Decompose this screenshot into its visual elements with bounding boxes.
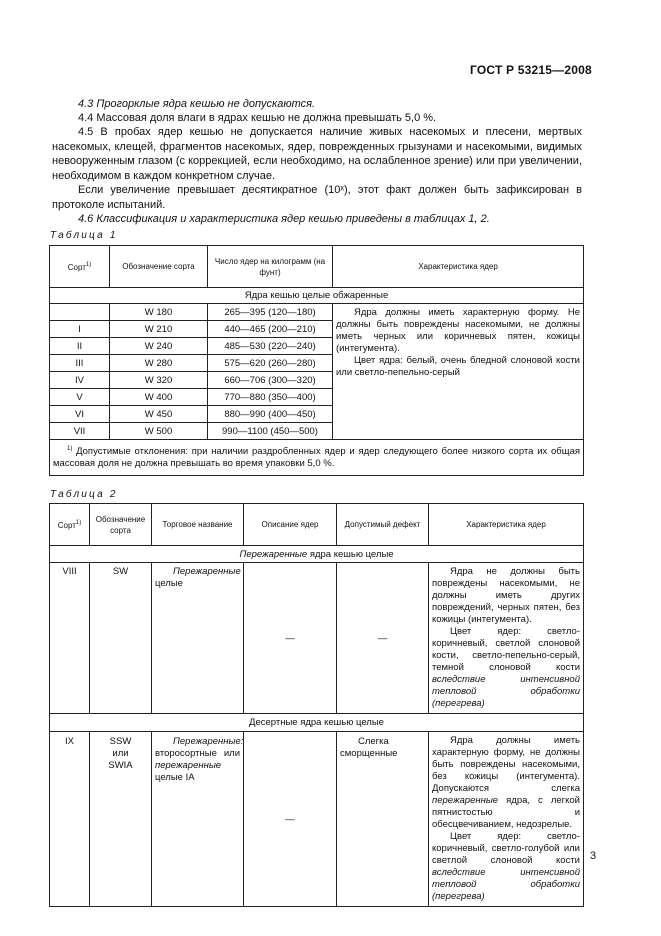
table2-header-sort: Сорт$^{1)}$ [50, 504, 90, 546]
page-number: 3 [590, 850, 597, 862]
table2-header-description: Описание ядер [244, 504, 337, 546]
table1-footnote: $^{1)}$ Допустимые отклонения: при наличии раздробленных ядер и ядер следующего более низкого сорта их общая массовая доля не должна превышать во время упаковки 5,0 %. [50, 440, 584, 476]
table2-caption: Таблица 2 [50, 489, 118, 500]
table2 [49, 503, 584, 907]
table2-row1-trade-name: Пережаренные целые [152, 563, 244, 714]
table2-row2-designation: SSW или SWIA [90, 732, 152, 907]
table-row: I W 210 440—465 (200—210) [50, 321, 584, 338]
table2-header-designation: Обозначение сорта [90, 504, 152, 546]
table2-row2-trade-name: Пережаренные: второсортные или пережаренные целые IA [152, 732, 244, 907]
table-row: VIII SW Пережаренные целые — — Ядра не должны быть повреждены насекомыми, не должны иметь других повреждений, черных пятен, без кожицы (интегумента). Цвет ядер: светло-коричневый, светлой слоновой кости, светло-пепельно-серый, темной слоновой кости вследствие интенсивной тепловой обработки (перегрева) [50, 563, 584, 714]
table1-characteristic-cell: Ядра должны иметь характерную форму. Не должны быть повреждены насекомыми, не должны иметь черных или коричневых пятен, кожицы (интегумента). Цвет ядра: белый, очень бледной слоновой кости или светло-пепельно-серый [333, 304, 584, 440]
table1-header-characteristic: Характеристика ядер [333, 246, 584, 288]
table2-header-trade-name: Торговое название [152, 504, 244, 546]
paragraph-4-6: 4.6 Классификация и характеристика ядер кешью приведены в таблицах 1, 2. [78, 213, 490, 225]
table2-row2-characteristic: Ядра должны иметь характерную форму, не должны быть повреждены насекомыми, без кожицы (интегумента). Допускаются слегка пережаренные ядра, с легкой пятнистостью и обесцвечиванием, недозрелые. Цвет ядер: светло-коричневый, светло-голубой или светлой слоновой кости вследствие интенсивной тепловой обработки (перегрева) [429, 732, 584, 907]
paragraph-4-4: 4.4 Массовая доля влаги в ядрах кешью не должна превышать 5,0 %. [78, 112, 437, 124]
table-row: IX SSW или SWIA Пережаренные: второсортные или пережаренные целые IA — Слегка сморщенные Ядра должны иметь характерную форму, не должны быть повреждены насекомыми, без кожицы (интегумента). Допускаются слегка пережаренные ядра, с легкой пятнистостью и обесцвечиванием, недозрелые. Цвет ядер: светло-коричневый, светло-голубой или светлой слоновой кости вследствие интенсивной тепловой обработки (перегрева) [50, 732, 584, 907]
table2-header-defect: Допустимый дефект [337, 504, 429, 546]
table1 [49, 245, 584, 476]
table1-header-sort: Сорт$^{1)}$ [50, 246, 110, 288]
table1-header-designation: Обозначение сорта [110, 246, 208, 288]
table1-group-label: Ядра кешью целые обжаренные [50, 288, 584, 304]
table-row: IV W 320 660—706 (300—320) [50, 372, 584, 389]
table-row: II W 240 485—530 (220—240) [50, 338, 584, 355]
paragraph-4-3: 4.3 Прогорклые ядра кешью не допускаются. [78, 98, 316, 110]
table2-header-characteristic: Характеристика ядер [429, 504, 584, 546]
paragraph-4-5-magnification: Если увеличение превышает десятикратное (10ˣ), этот факт должен быть зафиксирован в протоколе испытаний. [52, 184, 582, 211]
table-row: VII W 500 990—1100 (450—500) [50, 423, 584, 440]
table-row: VI W 450 880—990 (400—450) [50, 406, 584, 423]
table-row: V W 400 770—880 (350—400) [50, 389, 584, 406]
table2-row2-defect: Слегка сморщенные [337, 732, 429, 907]
table-row: III W 280 575—620 (260—280) [50, 355, 584, 372]
table2-group2-label: Десертные ядра кешью целые [50, 714, 584, 732]
paragraph-4-5: 4.5 В пробах ядер кешью не допускается наличие живых насекомых и плесени, мертвых насекомых, клещей, фрагментов насекомых, ядер, поврежденных грызунами и насекомыми, видимых невооруженным глазом (с коррекцией, если необходимо, на ослабленное зрение) или при увеличении, необходимом в каждом конкретном случае. [52, 126, 582, 182]
table-row: W 180 265—395 (120—180) Ядра должны иметь характерную форму. Не должны быть повреждены насекомыми, не должны иметь черных или коричневых пятен, кожицы (интегумента). Цвет ядра: белый, очень бледной слоновой кости или светло-пепельно-серый [50, 304, 584, 321]
table1-header-count: Число ядер на килограмм (на фунт) [208, 246, 333, 288]
table1-caption: Таблица 1 [50, 230, 118, 241]
table2-group1-label: Пережаренные ядра кешью целые [50, 546, 584, 563]
document-standard-header: ГОСТ Р 53215—2008 [470, 63, 592, 77]
table2-row1-characteristic: Ядра не должны быть повреждены насекомыми, не должны иметь других повреждений, черных пятен, без кожицы (интегумента). Цвет ядер: светло-коричневый, светлой слоновой кости, светло-пепельно-серый, темной слоновой кости вследствие интенсивной тепловой обработки (перегрева) [429, 563, 584, 714]
